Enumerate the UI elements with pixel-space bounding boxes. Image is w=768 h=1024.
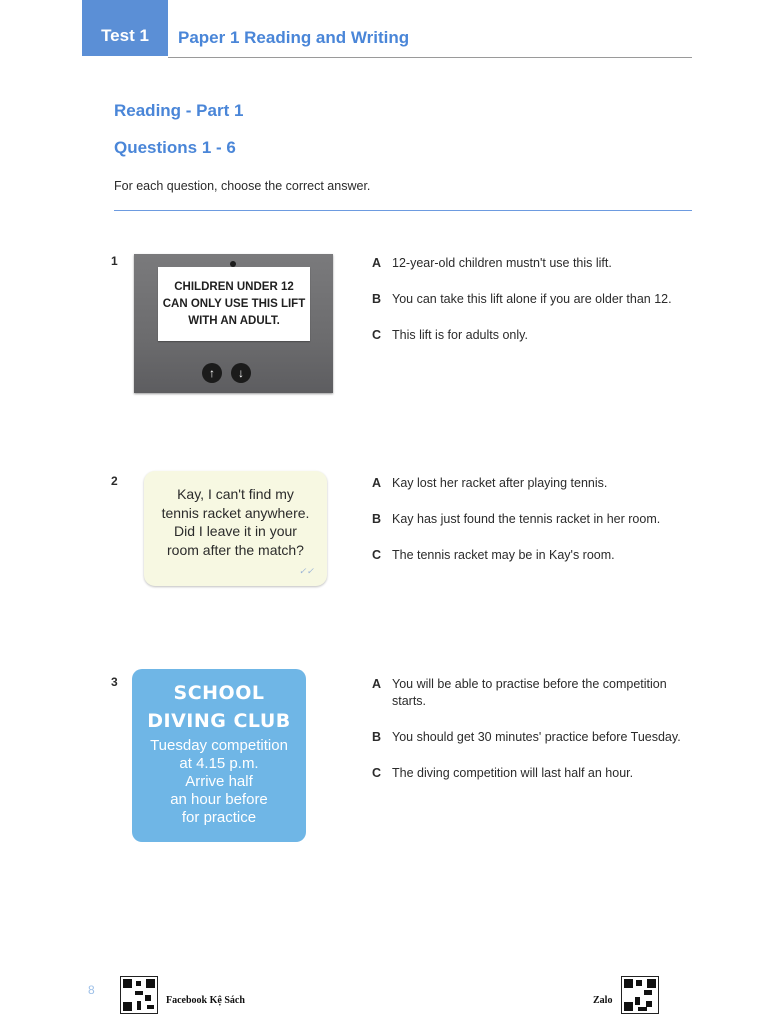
message-line: room after the match? xyxy=(167,541,304,558)
zalo-label: Zalo xyxy=(593,995,613,1006)
option-text: You should get 30 minutes' practice before Tuesday. xyxy=(392,730,681,744)
test-label: Test 1 xyxy=(82,0,168,56)
message-text xyxy=(144,485,327,559)
diving-club-notice-image xyxy=(132,669,306,842)
answer-option[interactable] xyxy=(372,547,702,564)
page-number: 8 xyxy=(88,983,95,997)
sign-line: WITH AN ADULT. xyxy=(188,314,280,327)
message-line: tennis racket anywhere. xyxy=(161,504,310,521)
up-arrow-icon: ↑ xyxy=(202,363,222,383)
question-number: 2 xyxy=(111,474,118,488)
message-line: Did I leave it in your xyxy=(174,523,297,539)
option-letter: A xyxy=(372,677,382,691)
option-text: This lift is for adults only. xyxy=(392,328,528,342)
option-letter: B xyxy=(372,292,382,306)
answer-options xyxy=(372,475,702,583)
option-letter: B xyxy=(372,730,382,744)
answer-option[interactable] xyxy=(372,676,702,710)
notice-title: SCHOOL DIVING CLUB xyxy=(147,682,291,732)
answer-option[interactable] xyxy=(372,729,702,746)
lift-sign-text xyxy=(158,267,310,341)
question-number: 1 xyxy=(111,254,118,268)
option-letter: A xyxy=(372,256,382,270)
option-letter: A xyxy=(372,476,382,490)
read-receipt-icon: ✓✓ xyxy=(298,566,314,576)
text-message-image xyxy=(144,471,327,586)
answer-options xyxy=(372,676,702,801)
instruction-text: For each question, choose the correct answer. xyxy=(114,179,371,193)
option-text: Kay has just found the tennis racket in her room. xyxy=(392,512,661,526)
answer-options xyxy=(372,255,702,363)
option-text: The tennis racket may be in Kay's room. xyxy=(392,548,615,562)
option-text: You will be able to practise before the competition starts. xyxy=(392,677,667,708)
option-letter: B xyxy=(372,512,382,526)
option-letter: C xyxy=(372,328,382,342)
answer-option[interactable] xyxy=(372,291,702,308)
header-divider xyxy=(168,57,692,58)
question-number: 3 xyxy=(111,675,118,689)
option-letter: C xyxy=(372,548,382,562)
facebook-label: Facebook Kệ Sách xyxy=(166,995,245,1006)
message-line: Kay, I can't find my xyxy=(177,486,294,502)
sign-line: CHILDREN UNDER 12 xyxy=(174,280,294,293)
notice-body: Tuesday competition at 4.15 p.m. Arrive half an hour before for practice xyxy=(150,737,288,826)
section-title: Reading - Part 1 xyxy=(114,101,244,120)
qr-code-icon[interactable] xyxy=(621,976,659,1014)
questions-range-title: Questions 1 - 6 xyxy=(114,138,236,157)
answer-option[interactable] xyxy=(372,511,702,528)
option-text: Kay lost her racket after playing tennis. xyxy=(392,476,608,490)
answer-option[interactable] xyxy=(372,475,702,492)
lift-sign-image xyxy=(134,254,333,393)
paper-title: Paper 1 Reading and Writing xyxy=(178,28,410,47)
answer-option[interactable] xyxy=(372,765,702,782)
instruction-divider xyxy=(114,210,692,211)
option-text: 12-year-old children mustn't use this lift. xyxy=(392,256,612,270)
option-text: You can take this lift alone if you are older than 12. xyxy=(392,292,672,306)
answer-option[interactable] xyxy=(372,255,702,272)
option-letter: C xyxy=(372,766,382,780)
down-arrow-icon: ↓ xyxy=(231,363,251,383)
qr-code-icon[interactable] xyxy=(120,976,158,1014)
answer-option[interactable] xyxy=(372,327,702,344)
option-text: The diving competition will last half an hour. xyxy=(392,766,634,780)
sign-line: CAN ONLY USE THIS LIFT xyxy=(162,297,306,310)
